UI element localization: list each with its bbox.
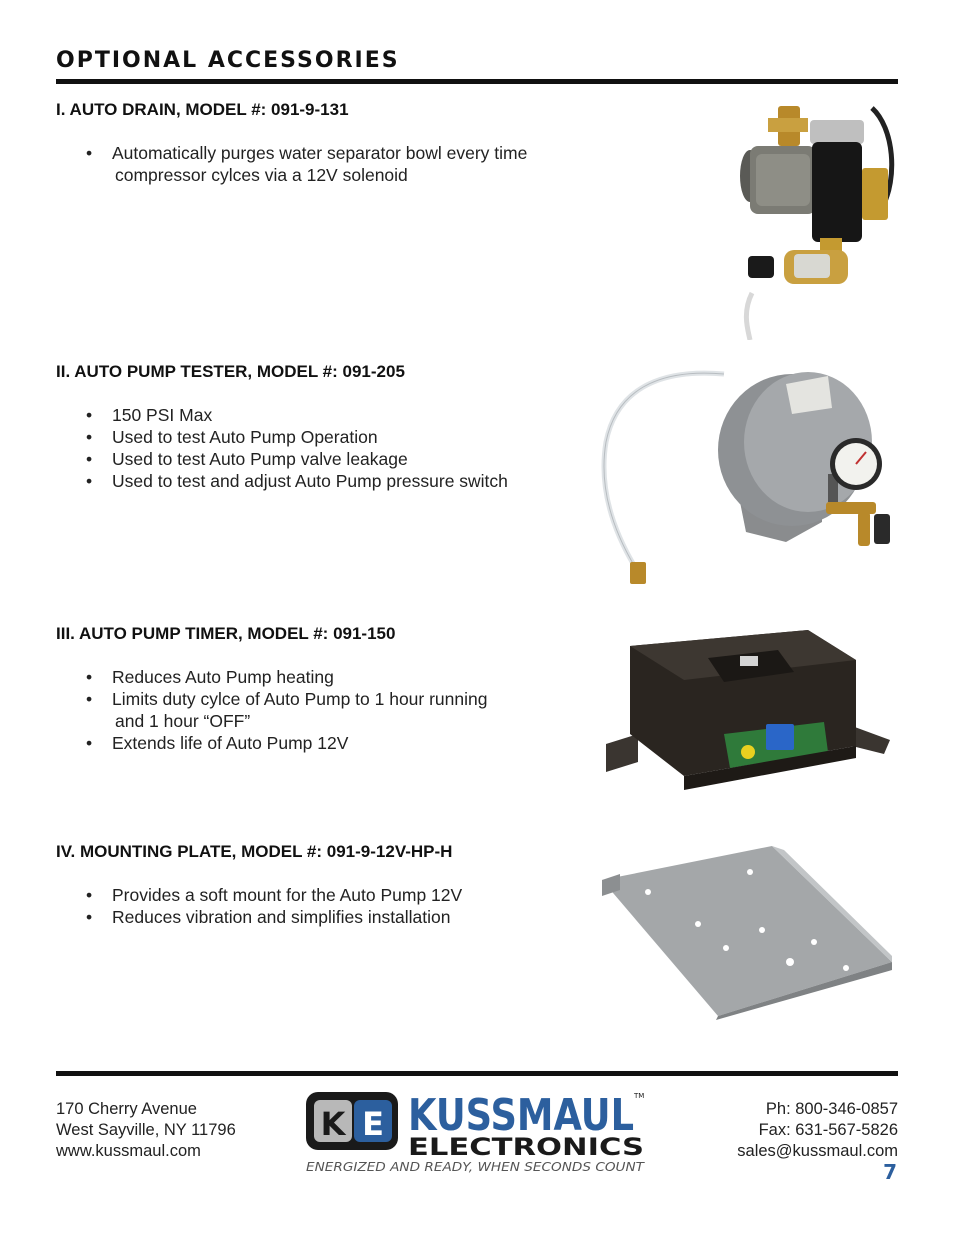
list-item: • Reduces Auto Pump heating bbox=[86, 667, 334, 687]
list-item: • Used to test Auto Pump Operation bbox=[86, 427, 378, 447]
phone-number: Ph: 800-346-0857 bbox=[765, 1100, 898, 1118]
section-auto-pump-tester bbox=[56, 362, 576, 492]
section-heading: III. AUTO PUMP TIMER, MODEL #: 091-150 bbox=[56, 624, 396, 643]
list-item: • Reduces vibration and simplifies installation bbox=[86, 907, 451, 927]
section-auto-drain bbox=[56, 100, 576, 186]
svg-text:E: E bbox=[362, 1105, 384, 1143]
svg-text:ELECTRONICS: ELECTRONICS bbox=[408, 1133, 644, 1161]
section-mounting-plate bbox=[56, 842, 576, 928]
section-heading: II. AUTO PUMP TESTER, MODEL #: 091-205 bbox=[56, 362, 405, 381]
auto-drain-photo bbox=[712, 98, 898, 340]
mounting-plate-photo bbox=[600, 844, 896, 1020]
website-link[interactable]: www.kussmaul.com bbox=[56, 1142, 201, 1160]
list-item: • Limits duty cylce of Auto Pump to 1 hour running and 1 hour “OFF” bbox=[86, 689, 488, 731]
svg-text:KUSSMAUL: KUSSMAUL bbox=[408, 1090, 634, 1141]
auto-pump-tester-photo bbox=[596, 362, 898, 590]
page-title: OPTIONAL ACCESSORIES bbox=[56, 48, 400, 73]
city-state-zip: West Sayville, NY 11796 bbox=[56, 1121, 236, 1139]
list-item: • 150 PSI Max bbox=[86, 405, 213, 425]
svg-text:K: K bbox=[320, 1105, 346, 1143]
list-item: • Used to test Auto Pump valve leakage bbox=[86, 449, 408, 469]
list-item: • Used to test and adjust Auto Pump pressure switch bbox=[86, 471, 508, 491]
page-number: 7 bbox=[883, 1160, 897, 1184]
fax-number: Fax: 631-567-5826 bbox=[758, 1121, 898, 1139]
list-item: • Extends life of Auto Pump 12V bbox=[86, 733, 349, 753]
email-link[interactable]: sales@kussmaul.com bbox=[737, 1142, 898, 1160]
svg-text:TM: TM bbox=[634, 1092, 645, 1100]
list-item: • Automatically purges water separator bowl every time compressor cylces via a 12V solenoid bbox=[86, 143, 528, 185]
section-heading: IV. MOUNTING PLATE, MODEL #: 091-9-12V-HP-H bbox=[56, 842, 453, 861]
footer-divider bbox=[56, 1071, 898, 1076]
footer-contact bbox=[737, 1099, 898, 1162]
kussmaul-logo bbox=[304, 1086, 646, 1176]
section-auto-pump-timer bbox=[56, 624, 576, 754]
list-item: • Provides a soft mount for the Auto Pump 12V bbox=[86, 885, 463, 905]
street-address: 170 Cherry Avenue bbox=[56, 1100, 197, 1118]
footer-address bbox=[56, 1099, 236, 1162]
section-heading: I. AUTO DRAIN, MODEL #: 091-9-131 bbox=[56, 100, 349, 119]
svg-text:ENERGIZED AND READY, WHEN SECO: ENERGIZED AND READY, WHEN SECONDS COUNT bbox=[306, 1160, 646, 1174]
auto-pump-timer-photo bbox=[598, 626, 894, 802]
top-divider bbox=[56, 79, 898, 84]
